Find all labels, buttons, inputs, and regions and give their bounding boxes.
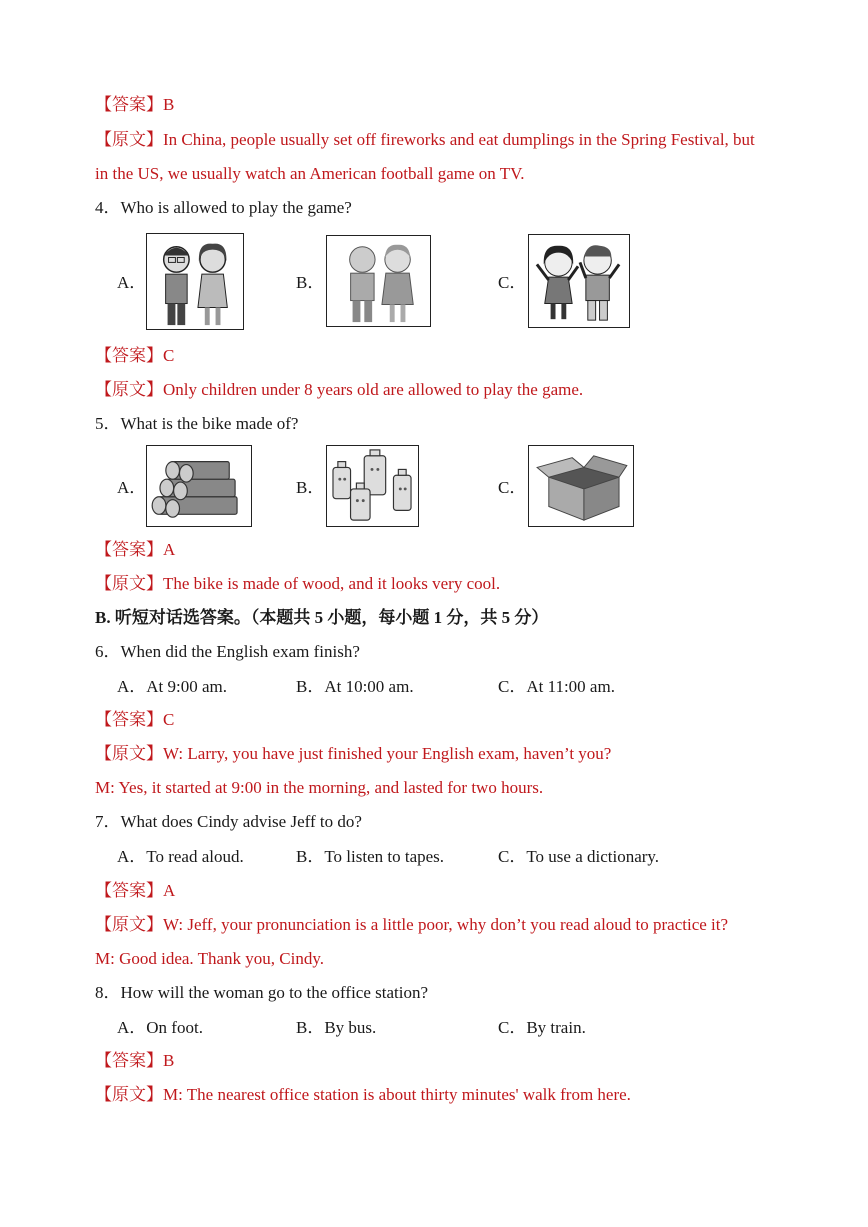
question-text: 4．Who is allowed to play the game? xyxy=(95,198,352,217)
option-label: B． xyxy=(296,273,325,292)
question-text: 5．What is the bike made of? xyxy=(95,414,299,433)
option-text: A．At 9:00 am. xyxy=(117,677,228,696)
option-label: A． xyxy=(117,478,147,497)
option-text: C．By train. xyxy=(498,1018,586,1037)
option-text: B．At 10:00 am. xyxy=(296,677,414,696)
question-text: 6．When did the English exam finish? xyxy=(95,642,360,661)
wood-logs-image xyxy=(146,445,252,527)
transcript-line: 【原文】In China, people usually set off fireworks and eat dumplings in the Spring Festival, but xyxy=(95,130,755,149)
transcript-line: M: Good idea. Thank you, Cindy. xyxy=(95,949,325,968)
cardboard-box-image xyxy=(528,445,634,527)
option-label: C． xyxy=(498,273,527,292)
option-label: A． xyxy=(117,273,147,292)
transcript-line: 【原文】W: Larry, you have just finished your English exam, haven’t you? xyxy=(95,744,612,763)
option-text: B．By bus. xyxy=(296,1018,377,1037)
transcript-line: in the US, we usually watch an American football game on TV. xyxy=(95,164,525,183)
answer-line: 【答案】A xyxy=(95,540,176,559)
option-text: C．To use a dictionary. xyxy=(498,847,660,866)
answer-line: 【答案】B xyxy=(95,1051,175,1070)
transcript-line: M: Yes, it started at 9:00 in the morning, and lasted for two hours. xyxy=(95,778,544,797)
transcript-line: 【原文】W: Jeff, your pronunciation is a little poor, why don’t you read aloud to practice it? xyxy=(95,915,729,934)
section-heading: B. 听短对话选答案。（本题共 5 小题，每小题 1 分，共 5 分） xyxy=(95,608,549,627)
option-label: B． xyxy=(296,478,325,497)
question-text: 7．What does Cindy advise Jeff to do? xyxy=(95,812,362,831)
option-text: A．On foot. xyxy=(117,1018,203,1037)
answer-line: 【答案】B xyxy=(95,95,175,114)
question-text: 8．How will the woman go to the office station? xyxy=(95,983,429,1002)
plastic-bottles-image xyxy=(326,445,419,527)
transcript-line: 【原文】The bike is made of wood, and it looks very cool. xyxy=(95,574,501,593)
option-label: C． xyxy=(498,478,527,497)
two-children-image xyxy=(528,234,630,328)
answer-line: 【答案】A xyxy=(95,881,176,900)
transcript-line: 【原文】Only children under 8 years old are allowed to play the game. xyxy=(95,380,584,399)
answer-line: 【答案】C xyxy=(95,710,175,729)
answer-line: 【答案】C xyxy=(95,346,175,365)
option-text: A．To read aloud. xyxy=(117,847,244,866)
option-text: C．At 11:00 am. xyxy=(498,677,615,696)
middle-aged-couple-image xyxy=(146,233,244,330)
transcript-line: 【原文】M: The nearest office station is about thirty minutes' walk from here. xyxy=(95,1085,631,1104)
option-text: B．To listen to tapes. xyxy=(296,847,445,866)
elderly-couple-image xyxy=(326,235,431,327)
